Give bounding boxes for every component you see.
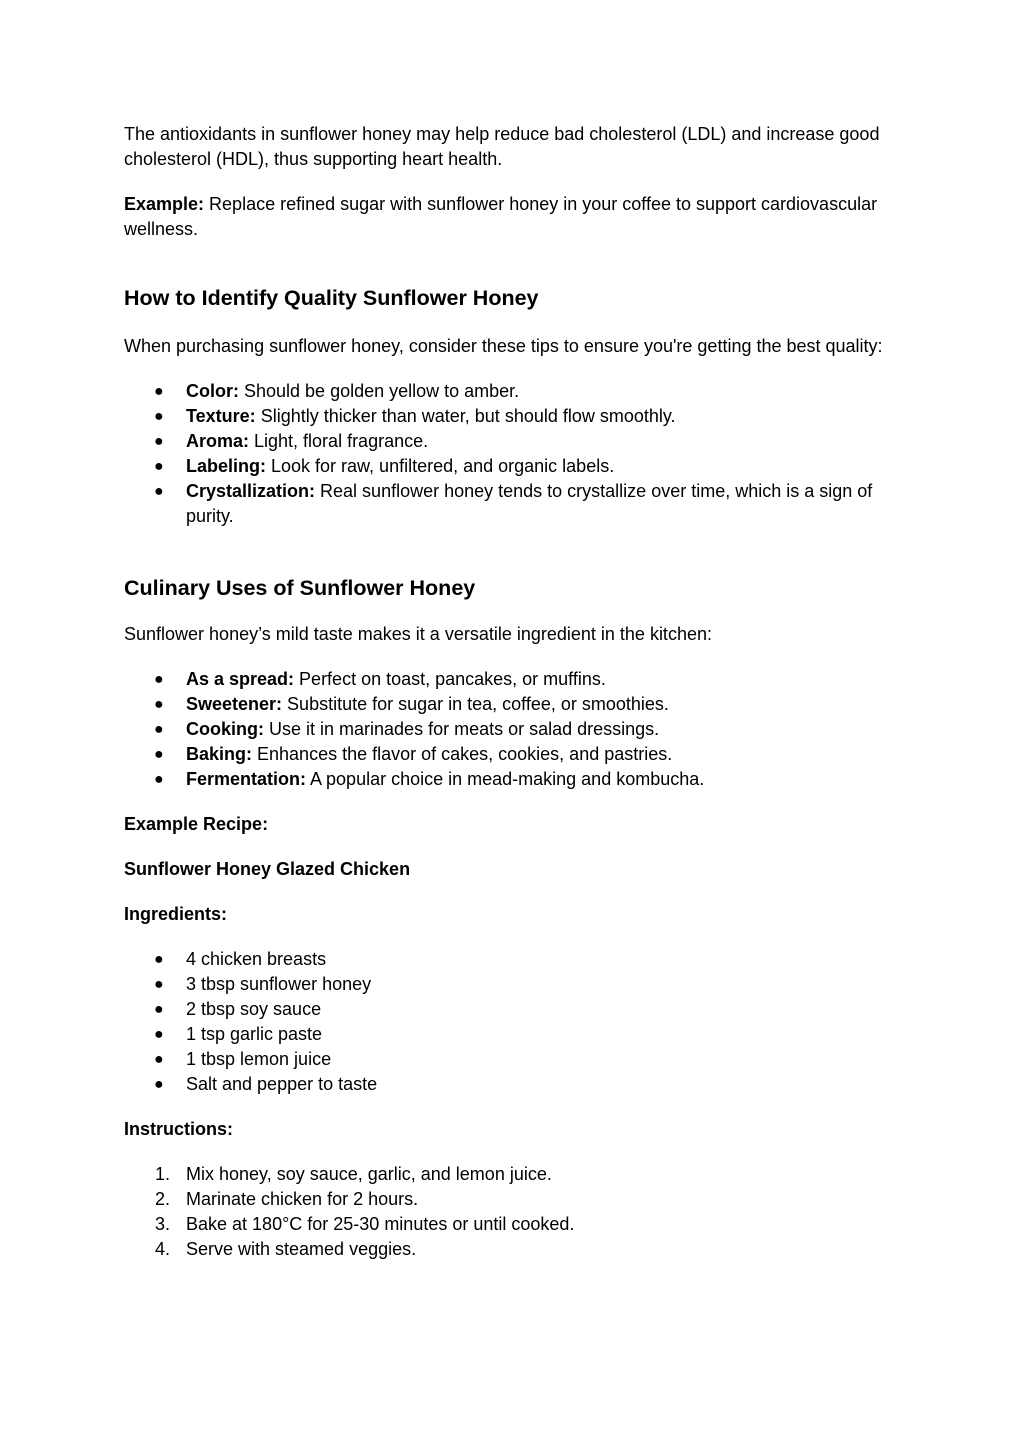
list-item <box>124 1022 894 1047</box>
item-text: Enhances the flavor of cakes, cookies, and pastries. <box>252 744 673 764</box>
item-text: Slightly thicker than water, but should flow smoothly. <box>255 406 676 426</box>
step-number: 2. <box>155 1189 171 1209</box>
bullet-icon: ● <box>154 771 164 788</box>
bullet-icon: ● <box>154 951 164 968</box>
step-text: Marinate chicken for 2 hours. <box>186 1189 419 1209</box>
step-text: Serve with steamed veggies. <box>186 1239 417 1259</box>
item-text: Substitute for sugar in tea, coffee, or smoothies. <box>282 694 669 714</box>
list-item <box>124 997 894 1022</box>
recipe-title: Sunflower Honey Glazed Chicken <box>124 859 411 879</box>
heading-identify-quality: How to Identify Quality Sunflower Honey <box>124 286 539 310</box>
bullet-icon: ● <box>154 483 164 500</box>
list-item <box>124 1212 894 1237</box>
bullet-icon: ● <box>154 1001 164 1018</box>
ingredient-text: 4 chicken breasts <box>186 949 327 969</box>
step-number: 4. <box>155 1239 171 1259</box>
step-text: Bake at 180°C for 25-30 minutes or until cooked. <box>186 1214 575 1234</box>
bullet-icon: ● <box>154 383 164 400</box>
list-item <box>124 947 894 972</box>
list-item <box>124 1072 894 1097</box>
item-text: Perfect on toast, pancakes, or muffins. <box>294 669 606 689</box>
list-item <box>124 667 894 692</box>
list-item <box>124 454 894 479</box>
item-label: Sweetener: <box>186 694 283 714</box>
instructions-label: Instructions: <box>124 1119 234 1139</box>
ingredients-label: Ingredients: <box>124 904 228 924</box>
item-label: Baking: <box>186 744 253 764</box>
item-label: As a spread: <box>186 669 295 689</box>
list-item <box>124 1237 894 1262</box>
item-label: Crystallization: <box>186 481 316 501</box>
ingredient-text: 3 tbsp sunflower honey <box>186 974 372 994</box>
list-item <box>124 1187 894 1212</box>
item-text: Should be golden yellow to amber. <box>239 381 520 401</box>
example-text: Replace refined sugar with sunflower honey in your coffee to support cardiovascular wellness. <box>124 194 878 239</box>
heading-culinary-uses: Culinary Uses of Sunflower Honey <box>124 576 476 600</box>
bullet-icon: ● <box>154 433 164 450</box>
item-label: Labeling: <box>186 456 266 476</box>
item-label: Cooking: <box>186 719 264 739</box>
identify-intro: When purchasing sunflower honey, consider these tips to ensure you're getting the best quality: <box>124 336 883 356</box>
item-label: Fermentation: <box>186 769 307 789</box>
bullet-icon: ● <box>154 721 164 738</box>
document-page <box>124 122 894 1282</box>
item-text: A popular choice in mead-making and kombucha. <box>306 769 705 789</box>
culinary-uses-list <box>124 667 894 792</box>
identify-tips-list <box>124 379 894 529</box>
instructions-list <box>124 1162 894 1262</box>
item-text: Light, floral fragrance. <box>249 431 429 451</box>
list-item <box>124 379 894 404</box>
bullet-icon: ● <box>154 976 164 993</box>
ingredient-text: 1 tsp garlic paste <box>186 1024 323 1044</box>
item-label: Color: <box>186 381 239 401</box>
list-item <box>124 1162 894 1187</box>
bullet-icon: ● <box>154 746 164 763</box>
list-item <box>124 429 894 454</box>
bullet-icon: ● <box>154 408 164 425</box>
example-paragraph <box>124 192 894 242</box>
list-item <box>124 972 894 997</box>
bullet-icon: ● <box>154 458 164 475</box>
list-item <box>124 742 894 767</box>
list-item <box>124 767 894 792</box>
bullet-icon: ● <box>154 1026 164 1043</box>
bullet-icon: ● <box>154 1051 164 1068</box>
list-item <box>124 692 894 717</box>
item-label: Aroma: <box>186 431 250 451</box>
bullet-icon: ● <box>154 1076 164 1093</box>
item-text: Look for raw, unfiltered, and organic labels. <box>266 456 615 476</box>
intro-paragraph: The antioxidants in sunflower honey may help reduce bad cholesterol (LDL) and increase good cholesterol (HDL), thus supporting heart health. <box>124 124 880 169</box>
ingredient-text: Salt and pepper to taste <box>186 1074 378 1094</box>
example-recipe-label: Example Recipe: <box>124 814 269 834</box>
step-text: Mix honey, soy sauce, garlic, and lemon juice. <box>186 1164 552 1184</box>
item-label: Texture: <box>186 406 256 426</box>
example-label: Example: <box>124 194 205 214</box>
item-text: Real sunflower honey tends to crystallize over time, which is a sign of purity. <box>186 481 873 526</box>
step-number: 3. <box>155 1214 171 1234</box>
list-item <box>124 717 894 742</box>
ingredient-text: 2 tbsp soy sauce <box>186 999 322 1019</box>
list-item <box>124 404 894 429</box>
list-item <box>124 1047 894 1072</box>
item-text: Use it in marinades for meats or salad dressings. <box>264 719 660 739</box>
ingredients-list <box>124 947 894 1097</box>
culinary-intro: Sunflower honey’s mild taste makes it a versatile ingredient in the kitchen: <box>124 624 712 644</box>
list-item <box>124 479 894 529</box>
bullet-icon: ● <box>154 671 164 688</box>
ingredient-text: 1 tbsp lemon juice <box>186 1049 332 1069</box>
step-number: 1. <box>155 1164 171 1184</box>
bullet-icon: ● <box>154 696 164 713</box>
